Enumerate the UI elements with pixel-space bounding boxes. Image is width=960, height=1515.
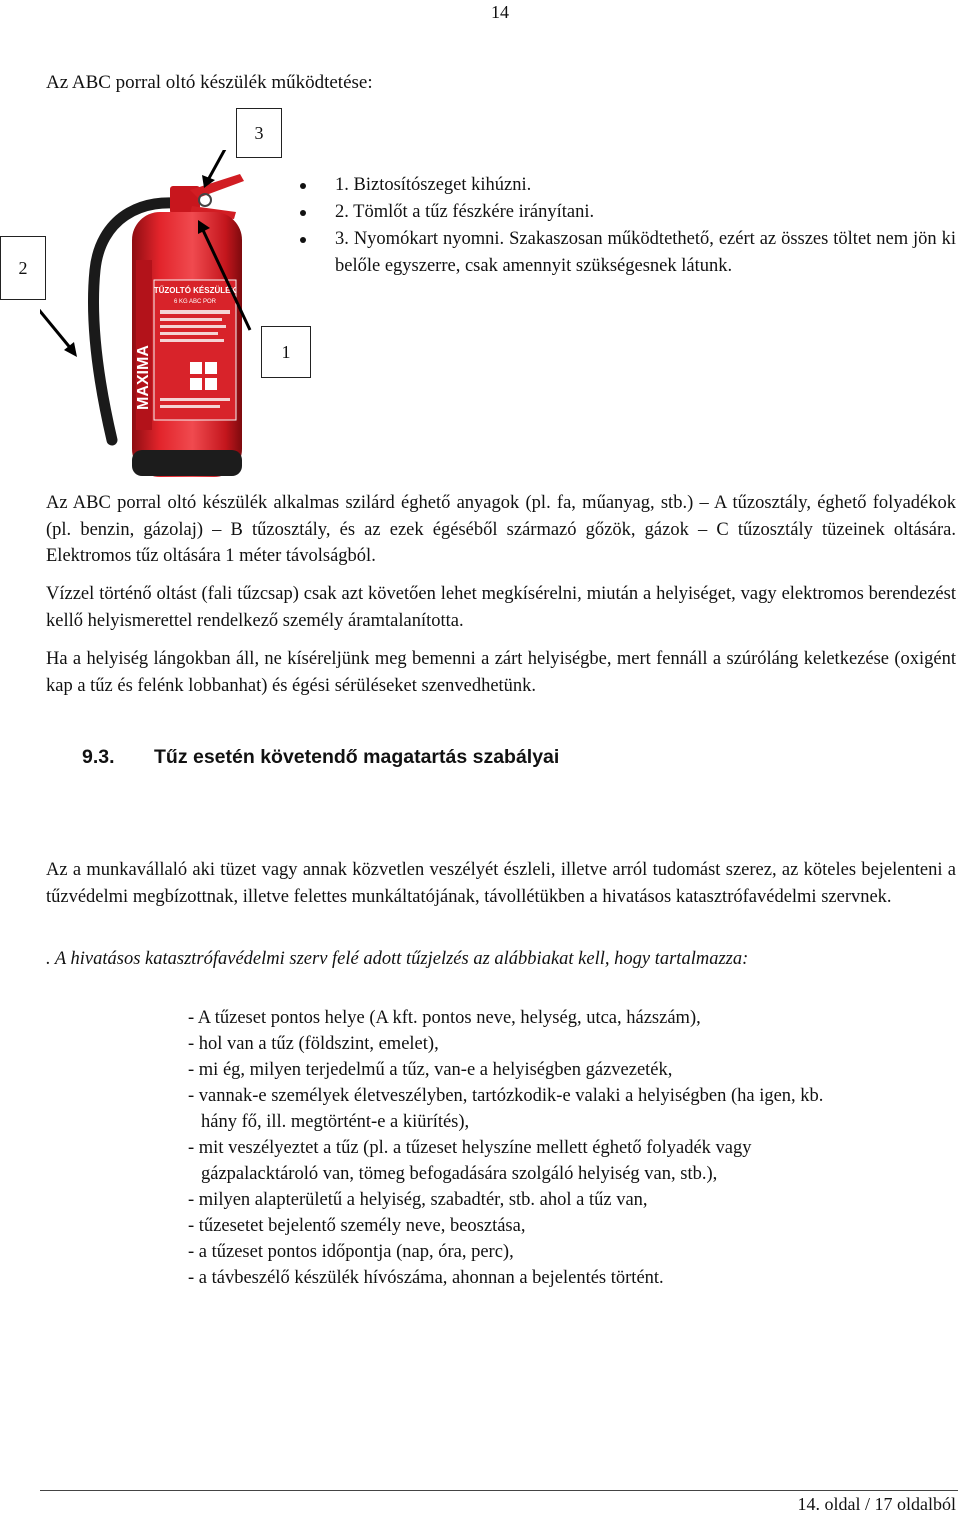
arrow-2 xyxy=(40,305,72,350)
paragraph-report-contents-intro: . A hivatásos katasztrófavédelmi szerv felé adott tűzjelzés az alábbiakat kell, hogy tartalmazza: xyxy=(46,949,749,969)
list-item: - hol van a tűz (földszint, emelet), xyxy=(188,1034,439,1054)
callout-box-3: 3 xyxy=(236,108,282,158)
list-item: - vannak-e személyek életveszélyben, tartózkodik-e valaki a helyiségben (ha igen, kb. hány fő, ill. megtörtént-e a kiürítés), xyxy=(188,1086,824,1132)
list-item: - mi ég, milyen terjedelmű a tűz, van-e a helyiségben gázvezeték, xyxy=(188,1060,673,1080)
label-header: TŰZOLTÓ KÉSZÜLÉK xyxy=(153,286,237,295)
lever-top xyxy=(190,174,244,198)
report-contents-list xyxy=(188,1005,958,1291)
arrow-3 xyxy=(208,150,230,180)
list-item: - milyen alapterületű a helyiség, szabadtér, stb. ahol a tűz van, xyxy=(188,1190,648,1210)
paragraph-flames-warning: Ha a helyiség lángokban áll, ne kíséreljünk meg bemenni a zárt helyiségbe, mert fennáll a szúróláng keletkezése (oxigént kap a tűz és felénk lobbanhat) és égési sérüléseket szenvedhetünk. xyxy=(46,649,956,696)
list-item: - tűzesetet bejelentő személy neve, beosztása, xyxy=(188,1216,526,1236)
step-item: 3. Nyomókart nyomni. Szakaszosan működtethető, ezért az összes töltet nem jön ki belőle egyszerre, csak amennyit szükségesnek látunk. xyxy=(300,226,956,280)
page-footer: 14. oldal / 17 oldalból xyxy=(797,1494,956,1514)
fire-extinguisher-illustration xyxy=(40,150,300,490)
list-item: - a tűzeset pontos időpontja (nap, óra, perc), xyxy=(188,1242,514,1262)
page-number: 14 xyxy=(491,2,509,22)
paragraph-reporting-duty: Az a munkavállaló aki tüzet vagy annak közvetlen veszélyét észleli, illetve arról tudomást szerez, az köteles bejelenteni a tűzvédelmi megbízottnak, illetve felettes munkáltatójának, távollétükben a hivatásos katasztrófavédelmi szervnek. xyxy=(46,860,956,907)
safety-pin xyxy=(199,194,211,206)
list-item: - mit veszélyeztet a tűz (pl. a tűzeset helyszíne mellett éghető folyadék vagy gázpalacktároló van, tömeg befogadására szolgáló helyiség van, stb.), xyxy=(188,1138,752,1184)
label-sub: 6 KG ABC POR xyxy=(173,299,217,305)
paragraph-abc-suitability: Az ABC porral oltó készülék alkalmas szilárd éghető anyagok (pl. fa, műanyag, stb.) – A tűzosztály, éghető folyadékok (pl. benzin, gázolaj) – B tűzosztály, és az ezek égéséből származó gőzök, gázok – C tűzosztály tüzeinek oltására. Elektromos tűz oltására 1 méter távolságból. xyxy=(46,493,956,566)
step-item: 1. Biztosítószeget kihúzni. xyxy=(300,172,956,199)
step-item: 2. Tömlőt a tűz fészkére irányítani. xyxy=(300,199,956,226)
section-title: Tűz esetén követendő magatartás szabályai xyxy=(154,746,560,768)
list-item: - A tűzeset pontos helye (A kft. pontos neve, helység, utca, házszám), xyxy=(188,1008,701,1028)
callout-box-2: 2 xyxy=(0,236,46,300)
list-item: - a távbeszélő készülék hívószáma, ahonnan a bejelentés történt. xyxy=(188,1268,664,1288)
callout-box-1: 1 xyxy=(261,326,311,378)
intro-title: Az ABC porral oltó készülék működtetése: xyxy=(46,72,373,93)
brand-text: MAXIMA xyxy=(135,345,152,410)
section-heading xyxy=(82,746,559,769)
footer-divider xyxy=(40,1490,958,1491)
base-ring xyxy=(132,450,242,476)
operation-steps-list xyxy=(300,172,956,280)
section-number: 9.3. xyxy=(82,746,115,768)
paragraph-water-extinguishing: Vízzel történő oltást (fali tűzcsap) csak azt követően lehet megkísérelni, miután a helyiséget, vagy elektromos berendezést kellő helyismerettel rendelkező személy áramtalanította. xyxy=(46,584,956,631)
